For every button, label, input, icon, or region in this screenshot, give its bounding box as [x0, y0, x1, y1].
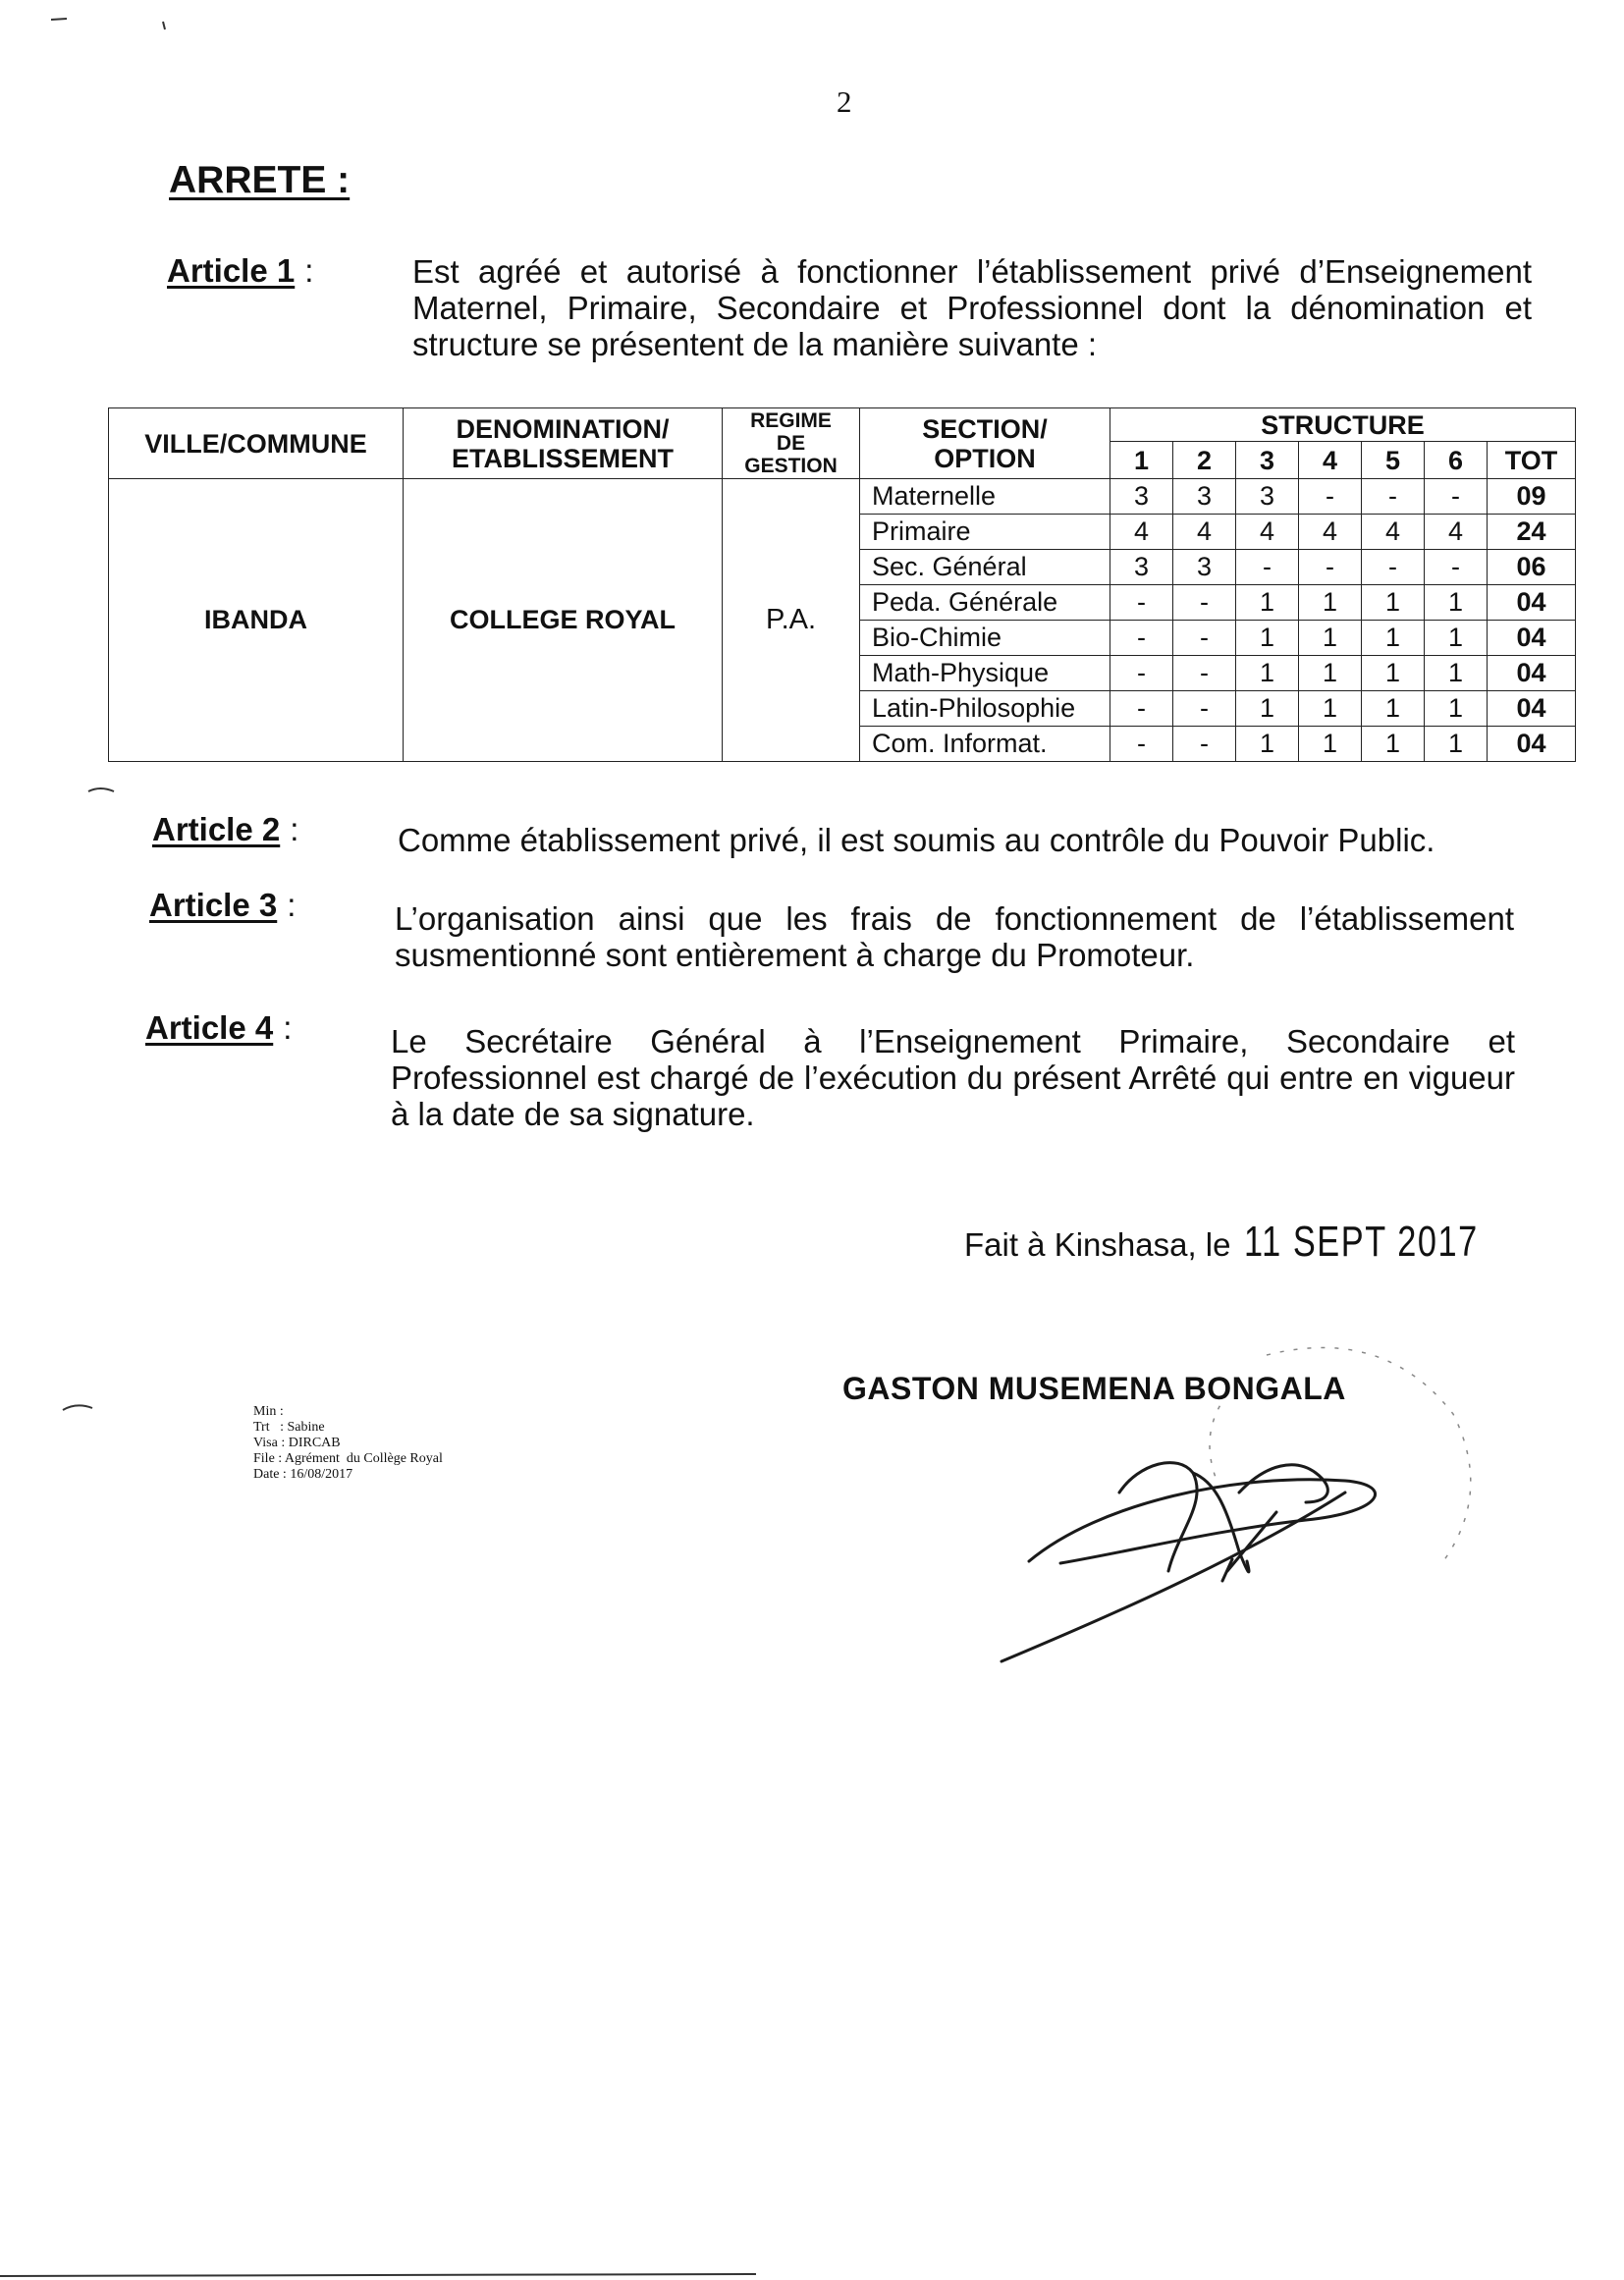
cell-value: -	[1362, 550, 1425, 585]
cell-value: -	[1110, 621, 1173, 656]
header-year-2: 2	[1173, 442, 1236, 479]
cell-value: 1	[1425, 585, 1488, 621]
scan-speck	[88, 788, 114, 791]
scan-edge	[0, 2274, 756, 2276]
article-2-label-text: Article 2	[152, 811, 281, 847]
article-4-colon: :	[283, 1009, 293, 1046]
scan-speck	[163, 22, 165, 29]
header-year-4: 4	[1299, 442, 1362, 479]
scan-speck	[63, 1405, 92, 1410]
cell-value: 1	[1425, 656, 1488, 691]
cell-value: -	[1299, 550, 1362, 585]
cell-section: Peda. Générale	[860, 585, 1110, 621]
cell-value: 1	[1299, 585, 1362, 621]
cell-total: 04	[1488, 727, 1576, 762]
header-year-6: 6	[1425, 442, 1488, 479]
heading-arrete: ARRETE :	[169, 159, 351, 201]
header-year-1: 1	[1110, 442, 1173, 479]
cell-regime: P.A.	[723, 479, 860, 762]
cell-value: 1	[1299, 691, 1362, 727]
meta-line: Date : 16/08/2017	[253, 1467, 353, 1482]
cell-value: 1	[1236, 656, 1299, 691]
cell-value: -	[1110, 727, 1173, 762]
cell-value: 1	[1236, 621, 1299, 656]
cell-value: 4	[1299, 515, 1362, 550]
cell-value: 1	[1299, 656, 1362, 691]
cell-denomination: COLLEGE ROYAL	[404, 479, 723, 762]
cell-total: 09	[1488, 479, 1576, 515]
article-1-text: Est agréé et autorisé à fonctionner l’établissement privé d’Enseignement Maternel, Primaire, Secondaire et Professionnel dont la dénomination et structure se présentent de la manière suivante :	[412, 253, 1532, 362]
cell-total: 04	[1488, 585, 1576, 621]
header-year-5: 5	[1362, 442, 1425, 479]
header-ville-commune: VILLE/COMMUNE	[109, 408, 404, 479]
article-1-label	[167, 252, 313, 290]
cell-value: 1	[1236, 691, 1299, 727]
cell-value: -	[1299, 479, 1362, 515]
cell-value: -	[1425, 550, 1488, 585]
cell-value: -	[1173, 691, 1236, 727]
cell-value: 1	[1236, 585, 1299, 621]
cell-section: Sec. Général	[860, 550, 1110, 585]
header-year-3: 3	[1236, 442, 1299, 479]
article-1-colon: :	[304, 252, 314, 289]
table-row	[109, 479, 1576, 515]
structure-table	[108, 407, 1576, 762]
cell-total: 24	[1488, 515, 1576, 550]
date-stamp: 11 SEPT 2017	[1244, 1218, 1480, 1266]
page-number: 2	[837, 84, 852, 119]
article-1-label-text: Article 1	[167, 252, 296, 289]
header-structure: STRUCTURE	[1110, 408, 1576, 442]
cell-value: 3	[1173, 479, 1236, 515]
cell-value: 1	[1299, 727, 1362, 762]
cell-section: Latin-Philosophie	[860, 691, 1110, 727]
cell-value: -	[1173, 621, 1236, 656]
cell-value: 1	[1362, 691, 1425, 727]
article-3-text: L’organisation ainsi que les frais de fonctionnement de l’établissement susmentionné sont entièrement à charge du Promoteur.	[395, 900, 1514, 973]
cell-value: 1	[1299, 621, 1362, 656]
cell-value: 3	[1110, 550, 1173, 585]
cell-value: 1	[1362, 585, 1425, 621]
cell-value: -	[1110, 585, 1173, 621]
cell-value: -	[1110, 656, 1173, 691]
cell-total: 04	[1488, 656, 1576, 691]
cell-value: -	[1110, 691, 1173, 727]
cell-total: 06	[1488, 550, 1576, 585]
cell-value: -	[1425, 479, 1488, 515]
cell-value: -	[1362, 479, 1425, 515]
article-2-label	[152, 811, 298, 848]
cell-section: Bio-Chimie	[860, 621, 1110, 656]
article-3-label	[149, 887, 296, 924]
cell-value: 4	[1425, 515, 1488, 550]
place-date-line	[964, 1218, 1545, 1267]
cell-total: 04	[1488, 621, 1576, 656]
header-regime-gestion: REGIME DE GESTION	[723, 408, 860, 479]
cell-section: Math-Physique	[860, 656, 1110, 691]
cell-value: 1	[1425, 727, 1488, 762]
cell-value: 4	[1173, 515, 1236, 550]
signatory-name: GASTON MUSEMENA BONGALA	[842, 1371, 1346, 1406]
cell-value: 4	[1362, 515, 1425, 550]
cell-value: 1	[1425, 621, 1488, 656]
cell-section: Primaire	[860, 515, 1110, 550]
meta-line: Min :	[253, 1404, 284, 1419]
cell-value: 3	[1110, 479, 1173, 515]
header-denomination: DENOMINATION/ ETABLISSEMENT	[404, 408, 723, 479]
cell-value: 3	[1236, 479, 1299, 515]
cell-value: -	[1173, 656, 1236, 691]
cell-value: 3	[1173, 550, 1236, 585]
meta-line: Visa : DIRCAB	[253, 1436, 341, 1450]
cell-section: Maternelle	[860, 479, 1110, 515]
cell-section: Com. Informat.	[860, 727, 1110, 762]
article-4-label	[145, 1009, 292, 1047]
meta-line: Trt : Sabine	[253, 1420, 325, 1435]
article-4-text: Le Secrétaire Général à l’Enseignement Primaire, Secondaire et Professionnel est chargé de l’exécution du présent Arrêté qui entre en vigueur à la date de sa signature.	[391, 1023, 1515, 1132]
place-text: Fait à Kinshasa, le	[964, 1226, 1231, 1263]
meta-line: File : Agrément du Collège Royal	[253, 1451, 443, 1466]
cell-value: -	[1173, 585, 1236, 621]
signature	[1001, 1463, 1376, 1661]
article-4-label-text: Article 4	[145, 1009, 274, 1046]
cell-value: 4	[1110, 515, 1173, 550]
cell-value: -	[1236, 550, 1299, 585]
cell-value: 1	[1425, 691, 1488, 727]
cell-value: 1	[1362, 656, 1425, 691]
cell-value: 1	[1362, 621, 1425, 656]
header-tot: TOT	[1488, 442, 1576, 479]
article-2-text: Comme établissement privé, il est soumis au contrôle du Pouvoir Public.	[398, 822, 1435, 858]
cell-value: -	[1173, 727, 1236, 762]
article-3-colon: :	[287, 887, 297, 923]
cell-value: 1	[1362, 727, 1425, 762]
file-metadata	[253, 1404, 443, 1483]
cell-value: 4	[1236, 515, 1299, 550]
article-2-colon: :	[290, 811, 299, 847]
article-3-label-text: Article 3	[149, 887, 278, 923]
cell-ville: IBANDA	[109, 479, 404, 762]
cell-value: 1	[1236, 727, 1299, 762]
header-section-option: SECTION/ OPTION	[860, 408, 1110, 479]
scan-speck	[51, 19, 67, 20]
cell-total: 04	[1488, 691, 1576, 727]
